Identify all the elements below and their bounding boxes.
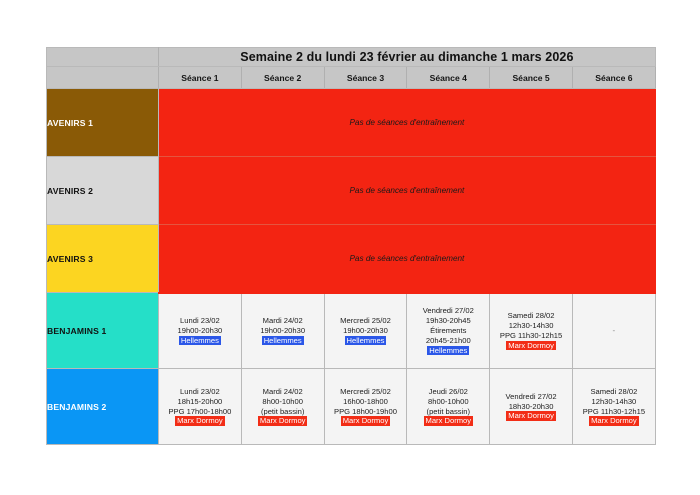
- session-line: PPG 11h30-12h15: [499, 330, 563, 340]
- venue-tag: Marx Dormoy: [591, 416, 637, 426]
- venue-tag: Marx Dormoy: [508, 340, 554, 350]
- venue-tag: Hellemmes: [180, 335, 219, 345]
- group-label-benjamins-1: BENJAMINS 1: [47, 293, 159, 369]
- header-corner-cell: [47, 48, 159, 67]
- session-cell: [490, 369, 573, 445]
- venue-tag-wrapper: [490, 411, 572, 421]
- session-line: 12h30-14h30: [508, 320, 554, 330]
- session-cell: [407, 369, 490, 445]
- table-row: [47, 89, 656, 157]
- group-label-avenirs-2: AVENIRS 2: [47, 157, 159, 225]
- session-cell: [241, 369, 324, 445]
- session-line: Lundi 23/02: [180, 386, 220, 396]
- session-line: 8h00-10h00: [262, 396, 303, 406]
- venue-tag: Marx Dormoy: [508, 411, 554, 421]
- session-line: Étirements: [430, 325, 467, 335]
- session-cell: [241, 293, 324, 369]
- column-header-seance-1: Séance 1: [159, 67, 242, 89]
- session-cell: [572, 369, 655, 445]
- table-row: [47, 293, 656, 369]
- session-cell: [159, 293, 242, 369]
- session-line: 19h00-20h30: [343, 325, 388, 335]
- venue-tag: Marx Dormoy: [177, 416, 223, 426]
- venue-tag-wrapper: [242, 416, 324, 426]
- header-corner-cell-2: [47, 67, 159, 89]
- venue-tag: Marx Dormoy: [342, 416, 389, 426]
- session-line: Mardi 24/02: [262, 315, 303, 325]
- session-line: 16h00-18h00: [343, 396, 388, 406]
- session-line: (petit bassin): [260, 406, 305, 416]
- group-label-benjamins-2: BENJAMINS 2: [47, 369, 159, 445]
- no-session-cell: Pas de séances d'entraînement: [159, 157, 656, 225]
- column-header-seance-6: Séance 6: [572, 67, 655, 89]
- session-cell: [324, 293, 407, 369]
- venue-tag-wrapper: [407, 346, 489, 356]
- table-row: [47, 225, 656, 293]
- venue-tag-wrapper: [159, 336, 241, 346]
- session-line: PPG 17h00-18h00: [168, 406, 232, 416]
- venue-tag-wrapper: [407, 416, 489, 426]
- session-line: Mercredi 25/02: [340, 315, 391, 325]
- session-line: Vendredi 27/02: [505, 391, 557, 401]
- session-line: (petit bassin): [426, 406, 471, 416]
- session-line: PPG 11h30-12h15: [582, 406, 646, 416]
- venue-tag: Hellemmes: [346, 335, 385, 345]
- session-cell: [324, 369, 407, 445]
- no-session-cell: Pas de séances d'entraînement: [159, 225, 656, 293]
- session-cell: [572, 293, 655, 369]
- session-cell: [490, 293, 573, 369]
- venue-tag-wrapper: [490, 341, 572, 351]
- venue-tag: Hellemmes: [429, 345, 468, 355]
- header-columns-row: [47, 67, 656, 89]
- session-line: 8h00-10h00: [428, 396, 469, 406]
- column-header-seance-3: Séance 3: [324, 67, 407, 89]
- venue-tag-wrapper: [159, 416, 241, 426]
- venue-tag: Hellemmes: [263, 335, 302, 345]
- session-line: Vendredi 27/02: [422, 306, 474, 316]
- session-line: 19h00-20h30: [260, 325, 306, 335]
- venue-tag: Marx Dormoy: [425, 416, 472, 426]
- session-line: 19h30-20h45: [425, 315, 471, 325]
- venue-tag: Marx Dormoy: [259, 416, 306, 426]
- venue-tag-wrapper: [242, 336, 324, 346]
- venue-tag-wrapper: [573, 416, 655, 426]
- session-line: Samedi 28/02: [507, 311, 555, 321]
- session-line: 18h30-20h30: [508, 401, 554, 411]
- venue-tag-wrapper: [325, 416, 407, 426]
- session-line: Mardi 24/02: [262, 386, 303, 396]
- week-title: Semaine 2 du lundi 23 février au dimanche 1 mars 2026: [159, 48, 656, 67]
- training-schedule-table: [46, 47, 656, 445]
- session-cell: [407, 293, 490, 369]
- table-row: [47, 157, 656, 225]
- session-line: Jeudi 26/02: [428, 386, 468, 396]
- session-line: Lundi 23/02: [180, 315, 220, 325]
- group-label-avenirs-1: AVENIRS 1: [47, 89, 159, 157]
- venue-tag-wrapper: [325, 336, 407, 346]
- session-line: Samedi 28/02: [590, 386, 638, 396]
- header-title-row: [47, 48, 656, 67]
- empty-placeholder: -: [612, 325, 616, 335]
- session-line: 12h30-14h30: [591, 396, 637, 406]
- column-header-seance-5: Séance 5: [490, 67, 573, 89]
- session-cell: [159, 369, 242, 445]
- session-line: 18h15-20h00: [177, 396, 223, 406]
- column-header-seance-4: Séance 4: [407, 67, 490, 89]
- session-line: 20h45-21h00: [425, 335, 471, 345]
- group-label-avenirs-3: AVENIRS 3: [47, 225, 159, 293]
- session-line: PPG 18h00-19h00: [334, 406, 397, 416]
- table-row: [47, 369, 656, 445]
- session-line: Mercredi 25/02: [340, 386, 391, 396]
- session-line: 19h00-20h30: [177, 325, 223, 335]
- column-header-seance-2: Séance 2: [241, 67, 324, 89]
- no-session-cell: Pas de séances d'entraînement: [159, 89, 656, 157]
